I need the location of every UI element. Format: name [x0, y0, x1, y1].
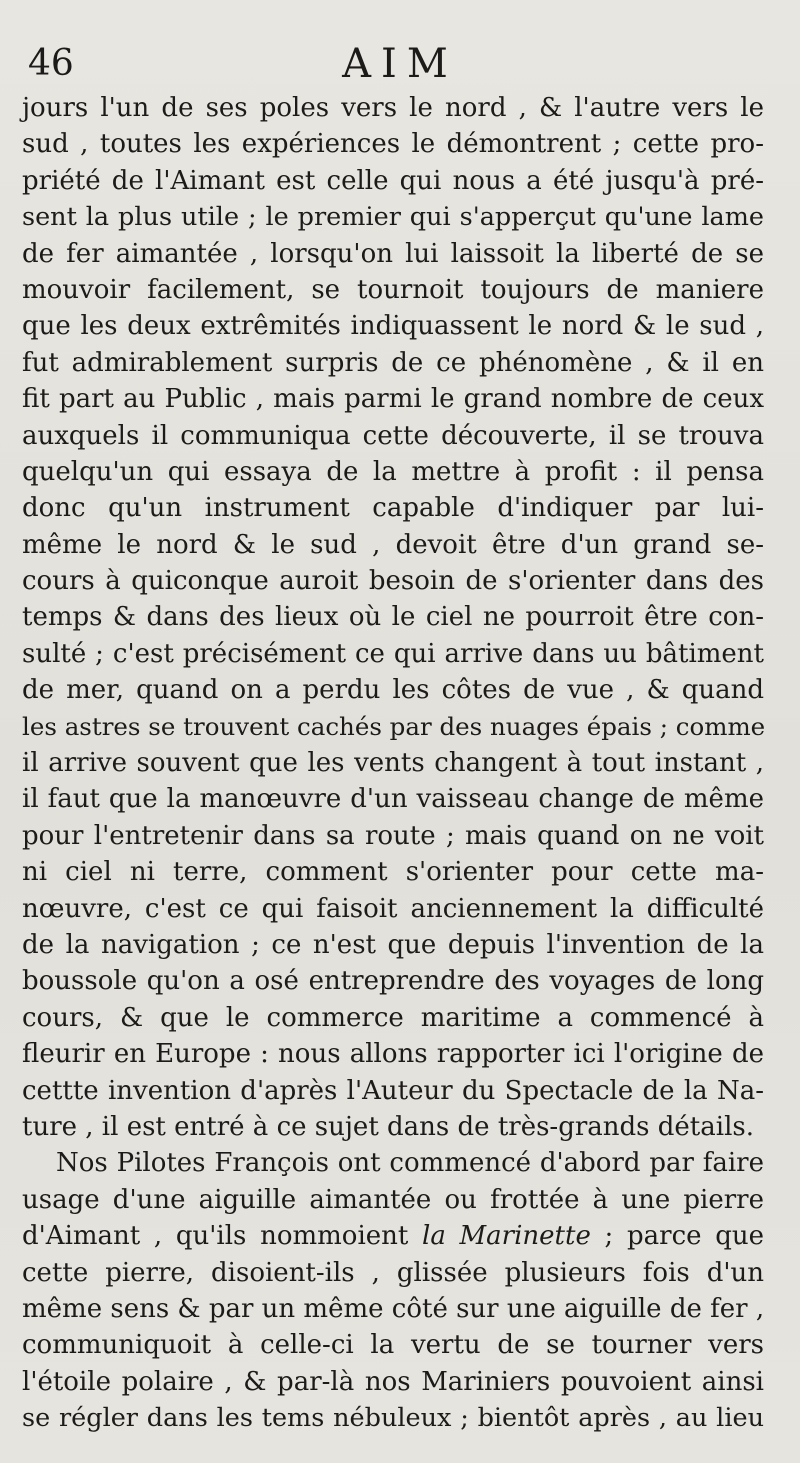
text-line: Nos Pilotes François ont commencé d'abord par faire [56, 1148, 764, 1179]
text-line: usage d'une aiguille aimantée ou frottée à une pierre [22, 1184, 764, 1215]
text-line: mouvoir facilement, se tournoit toujours de maniere [22, 274, 764, 305]
text-fragment: d'Aimant , qu'ils nommoient [22, 1221, 423, 1252]
text-line: cette pierre, disoient-ils , glissée plusieurs fois d'un [22, 1257, 764, 1288]
text-line: jours l'un de ses poles vers le nord , & l'autre vers le [22, 93, 764, 123]
body-text [22, 90, 764, 1436]
paragraph-1 [22, 90, 764, 1145]
italic-term-marinette: la Marinette [422, 1221, 591, 1252]
text-line: même le nord & le sud , devoit être d'un grand se- [22, 529, 764, 560]
text-line: boussole qu'on a osé entreprendre des voyages de long [22, 966, 764, 997]
page-header [22, 40, 778, 88]
text-line: nœuvre, c'est ce qui faisoit anciennement la difficulté [22, 893, 764, 924]
text-line: cettte invention d'après l'Auteur du Spectacle de la Na- [22, 1075, 764, 1106]
text-line: fit part au Public , mais parmi le grand nombre de ceux [22, 384, 764, 415]
text-line: auxquels il communiqua cette découverte, il se trouva [22, 420, 764, 451]
text-line: quelqu'un qui essaya de la mettre à profit : il pensa [22, 456, 764, 487]
text-line: cours, & que le commerce maritime a commencé à [22, 1002, 764, 1033]
text-line: pour l'entretenir dans sa route ; mais quand on ne voit [22, 820, 764, 851]
text-line: de la navigation ; ce n'est que depuis l'invention de la [22, 929, 764, 960]
text-line: fut admirablement surpris de ce phénomène , & il en [22, 347, 764, 378]
text-line: les astres se trouvent cachés par des nuages épais ; comme [22, 711, 766, 741]
text-line: fleurir en Europe : nous allons rapporter ici l'origine de [22, 1039, 764, 1070]
text-line: temps & dans des lieux où le ciel ne pourroit être con- [22, 602, 764, 633]
text-line: l'étoile polaire , & par-là nos Mariniers pouvoient ainsi [22, 1366, 764, 1397]
paragraph-2 [22, 1145, 764, 1436]
text-line: que les deux extrêmités indiquassent le nord & le sud , [22, 311, 764, 342]
text-line: cours à quiconque auroit besoin de s'orienter dans des [22, 566, 764, 597]
text-line: donc qu'un instrument capable d'indiquer par lui- [22, 493, 764, 524]
text-line: communiquoit à celle-ci la vertu de se tourner vers [22, 1330, 764, 1361]
text-line: ni ciel ni terre, comment s'orienter pour cette ma- [22, 857, 764, 888]
text-line: priété de l'Aimant est celle qui nous a été jusqu'à pré- [22, 165, 764, 196]
text-line: il faut que la manœuvre d'un vaisseau change de même [22, 784, 764, 815]
text-line [22, 1218, 764, 1254]
text-line: de mer, quand on a perdu les côtes de vue , & quand [22, 675, 764, 706]
text-line: de fer aimantée , lorsqu'on lui laissoit la liberté de se [22, 238, 764, 269]
text-line: ture , il est entré à ce sujet dans de très-grands détails. [22, 1111, 754, 1142]
text-fragment: ; parce que [590, 1221, 764, 1252]
text-line: sulté ; c'est précisément ce qui arrive dans uu bâtiment [22, 638, 764, 669]
page-number: 46 [28, 43, 74, 84]
text-line: sent la plus utile ; le premier qui s'apperçut qu'une lame [22, 202, 764, 233]
text-line: sud , toutes les expériences le démontrent ; cette pro- [22, 129, 764, 160]
text-line: se régler dans les tems nébuleux ; bientôt après , au lieu [22, 1403, 764, 1434]
text-line: il arrive souvent que les vents changent à tout instant , [22, 748, 764, 779]
running-head: AIM [342, 41, 458, 87]
text-line: même sens & par un même côté sur une aiguille de fer , [22, 1293, 765, 1324]
